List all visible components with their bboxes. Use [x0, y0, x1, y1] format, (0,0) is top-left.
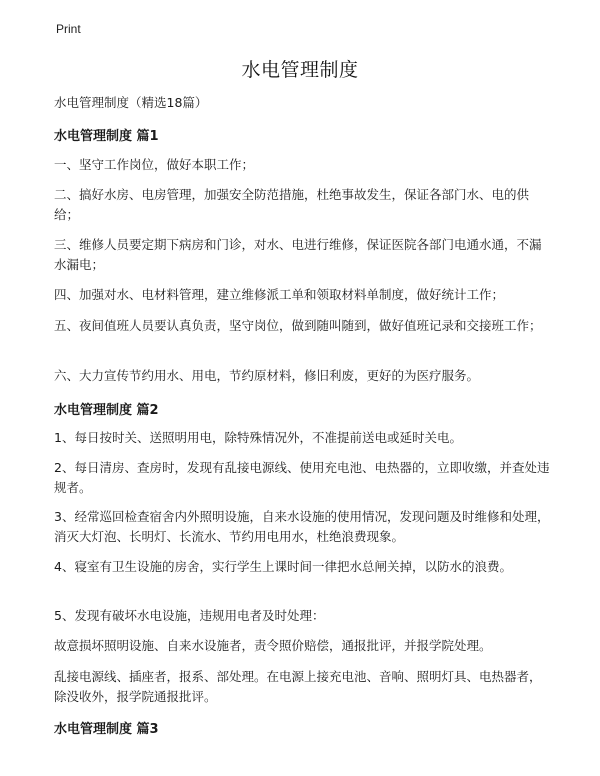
- paragraph: 故意损坏照明设施、自来水设施者，责令照价赔偿，通报批评，并报学院处理。: [54, 638, 492, 653]
- paragraph: 4、寝室有卫生设施的房舍，实行学生上课时间一律把水总闸关掉，以防水的浪费。: [54, 559, 512, 574]
- paragraph: 三、维修人员要定期下病房和门诊，对水、电进行维修，保证医院各部门电通水通，不漏水漏电；: [54, 237, 542, 272]
- paragraph: 五、夜间值班人员要认真负责，坚守岗位，做到随叫随到，做好值班记录和交接班工作；: [54, 318, 542, 333]
- paragraph: 二、搞好水房、电房管理，加强安全防范措施，杜绝事故发生，保证各部门水、电的供给；: [54, 187, 530, 222]
- paragraph: 2、每日清房、查房时，发现有乱接电源线、使用充电池、电热器的，立即收缴，并查处违规者。: [54, 460, 550, 495]
- section-heading: 水电管理制度 篇1: [54, 129, 159, 144]
- document-title: 水电管理制度: [241, 59, 359, 81]
- paragraph: 四、加强对水、电材料管理，建立维修派工单和领取材料单制度，做好统计工作；: [54, 287, 505, 302]
- document-subtitle: 水电管理制度（精选18篇）: [54, 95, 208, 110]
- paragraph: 六、大力宣传节约用水、用电，节约原材料，修旧利废，更好的为医疗服务。: [54, 368, 480, 383]
- paragraph: 一、坚守工作岗位，做好本职工作；: [54, 157, 255, 172]
- paragraph: 3、经常巡回检查宿舍内外照明设施，自来水设施的使用情况，发现问题及时维修和处理，消灭大灯泡、长明灯、长流水、节约用电用水，杜绝浪费现象。: [54, 509, 550, 544]
- paragraph: 1、每日按时关、送照明用电，除特殊情况外，不准提前送电或延时关电。: [54, 430, 462, 445]
- section-heading: 水电管理制度 篇2: [54, 403, 159, 418]
- paragraph: 5、发现有破坏水电设施，违规用电者及时处理：: [54, 608, 325, 623]
- print-link[interactable]: Print: [56, 22, 81, 36]
- section-heading: 水电管理制度 篇3: [54, 722, 159, 737]
- paragraph: 乱接电源线、插座者，报系、部处理。在电源上接充电池、音响、照明灯具、电热器者，除没收外，报学院通报批评。: [54, 669, 542, 704]
